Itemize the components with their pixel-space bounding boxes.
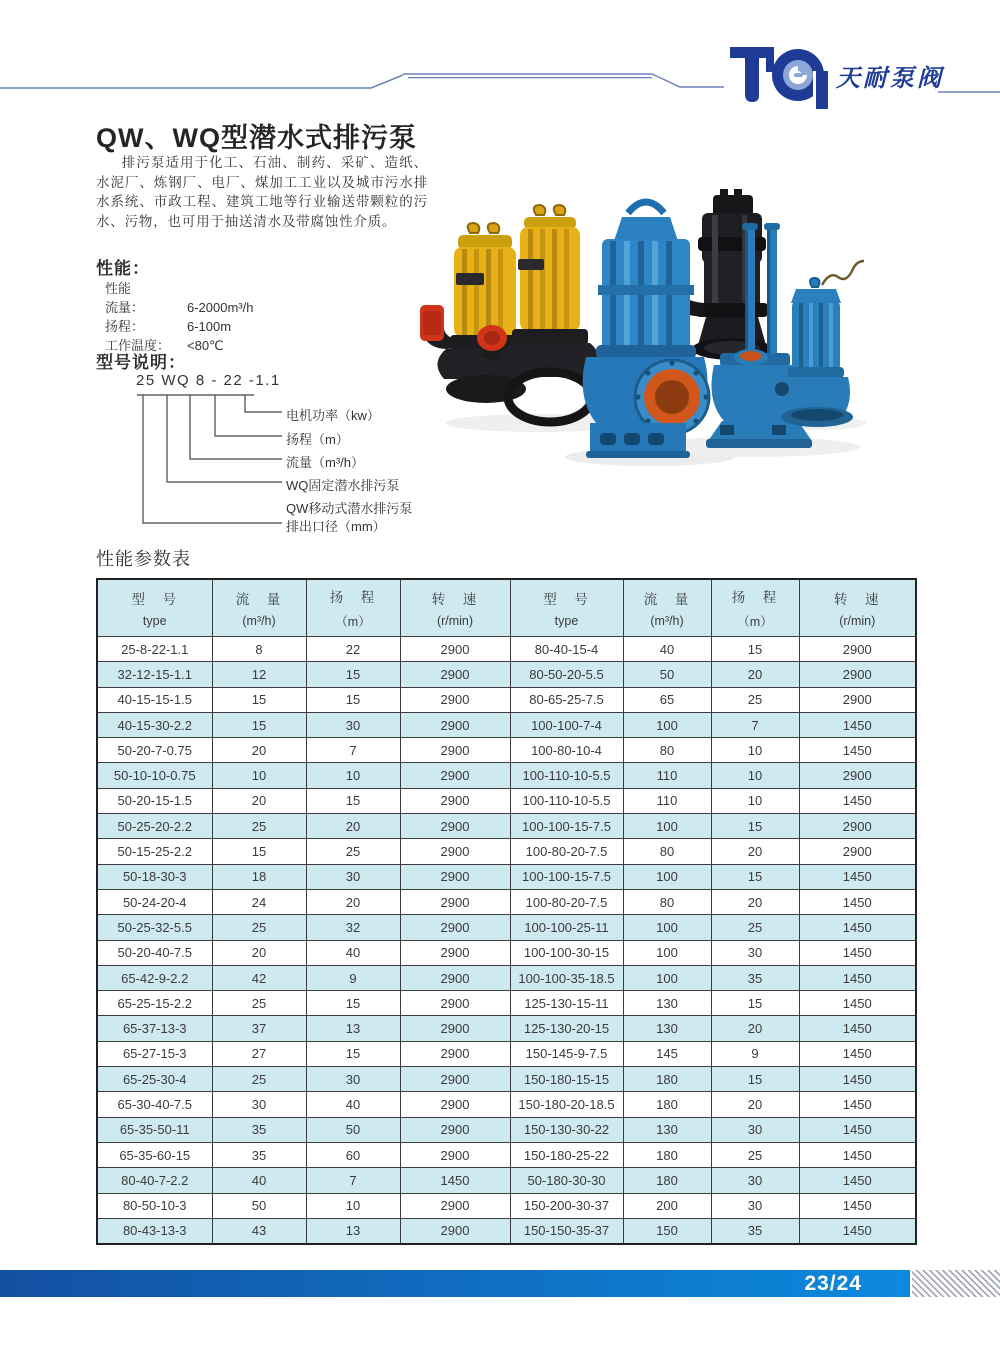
table-cell: 130 xyxy=(623,1016,711,1041)
table-cell: 2900 xyxy=(400,1117,510,1142)
table-cell: 65-25-30-4 xyxy=(97,1067,212,1092)
table-cell: 15 xyxy=(306,788,400,813)
table-cell: 50-20-7-0.75 xyxy=(97,738,212,763)
table-cell: 7 xyxy=(711,712,799,737)
spec-value xyxy=(187,280,405,298)
model-label-qw-type: QW移动式潜水排污泵 xyxy=(286,501,413,516)
table-cell: 10 xyxy=(306,763,400,788)
spec-label: 性能 xyxy=(105,281,132,296)
table-cell: 100-100-15-7.5 xyxy=(510,814,623,839)
table-cell: 65-25-15-2.2 xyxy=(97,991,212,1016)
table-cell: 15 xyxy=(306,687,400,712)
table-row xyxy=(97,662,916,687)
table-cell: 35 xyxy=(212,1117,306,1142)
table-row xyxy=(97,1193,916,1218)
table-cell: 22 xyxy=(306,637,400,662)
table-cell: 1450 xyxy=(799,1142,916,1167)
table-cell: 100-100-35-18.5 xyxy=(510,965,623,990)
table-cell: 130 xyxy=(623,991,711,1016)
table-cell: 2900 xyxy=(400,814,510,839)
table-cell: 25 xyxy=(212,814,306,839)
table-cell: 20 xyxy=(711,1092,799,1117)
table-cell: 2900 xyxy=(400,940,510,965)
table-cell: 50-25-20-2.2 xyxy=(97,814,212,839)
table-cell: 30 xyxy=(711,940,799,965)
table-cell: 150-145-9-7.5 xyxy=(510,1041,623,1066)
table-cell: 40 xyxy=(306,940,400,965)
table-cell: 1450 xyxy=(799,915,916,940)
table-cell: 32-12-15-1.1 xyxy=(97,662,212,687)
table-cell: 2900 xyxy=(799,763,916,788)
table-cell: 150-130-30-22 xyxy=(510,1117,623,1142)
table-cell: 7 xyxy=(306,738,400,763)
table-cell: 42 xyxy=(212,965,306,990)
table-cell: 13 xyxy=(306,1218,400,1244)
table-cell: 2900 xyxy=(400,1193,510,1218)
footer-hatch-pattern xyxy=(912,1270,1000,1297)
table-cell: 40-15-15-1.5 xyxy=(97,687,212,712)
table-cell: 20 xyxy=(711,889,799,914)
table-cell: 12 xyxy=(212,662,306,687)
table-cell: 10 xyxy=(711,738,799,763)
table-cell: 30 xyxy=(711,1168,799,1193)
table-row xyxy=(97,940,916,965)
table-row xyxy=(97,712,916,737)
table-cell: 200 xyxy=(623,1193,711,1218)
table-cell: 35 xyxy=(711,1218,799,1244)
table-cell: 150-180-15-15 xyxy=(510,1067,623,1092)
spec-value: <80℃ xyxy=(187,338,224,353)
header-speed-left: 转 速 (r/min) xyxy=(400,579,510,637)
table-cell: 125-130-20-15 xyxy=(510,1016,623,1041)
table-row xyxy=(97,1117,916,1142)
table-cell: 1450 xyxy=(400,1168,510,1193)
table-cell: 80 xyxy=(623,889,711,914)
table-cell: 40-15-30-2.2 xyxy=(97,712,212,737)
table-cell: 180 xyxy=(623,1067,711,1092)
table-cell: 25 xyxy=(711,687,799,712)
table-cell: 50-15-25-2.2 xyxy=(97,839,212,864)
table-cell: 15 xyxy=(212,712,306,737)
table-cell: 20 xyxy=(212,788,306,813)
spec-label: 扬程： xyxy=(105,319,145,334)
table-cell: 125-130-15-11 xyxy=(510,991,623,1016)
table-cell: 100-110-10-5.5 xyxy=(510,788,623,813)
spec-value: 6-100m xyxy=(187,319,232,334)
table-row xyxy=(97,1142,916,1167)
table-cell: 35 xyxy=(212,1142,306,1167)
table-row xyxy=(97,965,916,990)
table-cell: 1450 xyxy=(799,1067,916,1092)
table-cell: 1450 xyxy=(799,1168,916,1193)
table-cell: 1450 xyxy=(799,965,916,990)
table-cell: 2900 xyxy=(400,1218,510,1244)
table-cell: 180 xyxy=(623,1142,711,1167)
blue-pump-center xyxy=(583,202,709,458)
table-row xyxy=(97,1218,916,1244)
table-cell: 180 xyxy=(623,1168,711,1193)
table-row xyxy=(97,1016,916,1041)
table-cell: 15 xyxy=(306,991,400,1016)
table-cell: 50-180-30-30 xyxy=(510,1168,623,1193)
table-cell: 1450 xyxy=(799,738,916,763)
table-cell: 150-200-30-37 xyxy=(510,1193,623,1218)
table-cell: 25 xyxy=(212,991,306,1016)
header-speed-right: 转 速 (r/min) xyxy=(799,579,916,637)
header-head-left: 扬 程 （m） xyxy=(306,579,400,637)
model-explanation-heading: 型号说明： xyxy=(96,353,186,372)
table-cell: 20 xyxy=(212,940,306,965)
table-cell: 180 xyxy=(623,1092,711,1117)
table-cell: 130 xyxy=(623,1117,711,1142)
table-cell: 1450 xyxy=(799,1117,916,1142)
table-cell: 15 xyxy=(212,687,306,712)
table-row xyxy=(97,1168,916,1193)
table-cell: 80 xyxy=(623,839,711,864)
table-cell: 50 xyxy=(306,1117,400,1142)
intro-paragraph: 排污泵适用于化工、石油、制药、采矿、造纸、水泥厂、炼钢厂、电厂、煤加工工业以及城市污水排水系统、市政工程、建筑工地等行业输送带颗粒的污水、污物，也可用于抽送清水及带腐蚀性介质。 xyxy=(96,155,428,229)
table-cell: 100-100-15-7.5 xyxy=(510,864,623,889)
table-cell: 100-110-10-5.5 xyxy=(510,763,623,788)
table-cell: 2900 xyxy=(400,763,510,788)
table-cell: 2900 xyxy=(799,687,916,712)
table-cell: 10 xyxy=(711,763,799,788)
table-cell: 1450 xyxy=(799,1041,916,1066)
brand-logo xyxy=(728,40,978,110)
table-cell: 20 xyxy=(711,839,799,864)
table-cell: 65-35-60-15 xyxy=(97,1142,212,1167)
header-head-right: 扬 程 （m） xyxy=(711,579,799,637)
table-cell: 50-20-15-1.5 xyxy=(97,788,212,813)
table-cell: 2900 xyxy=(400,712,510,737)
table-cell: 100-80-20-7.5 xyxy=(510,889,623,914)
table-cell: 15 xyxy=(711,1067,799,1092)
table-cell: 50-10-10-0.75 xyxy=(97,763,212,788)
params-table-heading: 性能参数表 xyxy=(96,549,191,569)
table-cell: 145 xyxy=(623,1041,711,1066)
table-cell: 30 xyxy=(306,864,400,889)
table-cell: 2900 xyxy=(400,889,510,914)
model-label-wq-type: WQ固定潜水排污泵 xyxy=(286,478,400,493)
table-cell: 9 xyxy=(711,1041,799,1066)
table-cell: 15 xyxy=(711,991,799,1016)
table-cell: 40 xyxy=(212,1168,306,1193)
table-cell: 100 xyxy=(623,712,711,737)
table-cell: 20 xyxy=(306,814,400,839)
table-cell: 100 xyxy=(623,864,711,889)
table-cell: 20 xyxy=(711,662,799,687)
table-cell: 32 xyxy=(306,915,400,940)
product-photo xyxy=(420,185,1000,485)
table-cell: 10 xyxy=(212,763,306,788)
table-cell: 80-50-10-3 xyxy=(97,1193,212,1218)
table-cell: 2900 xyxy=(400,991,510,1016)
model-label-outlet: 排出口径（mm） xyxy=(286,519,386,534)
table-cell: 50-18-30-3 xyxy=(97,864,212,889)
table-cell: 1450 xyxy=(799,991,916,1016)
table-cell: 100-100-25-11 xyxy=(510,915,623,940)
table-row xyxy=(97,687,916,712)
spec-label: 流量： xyxy=(105,300,145,315)
table-cell: 2900 xyxy=(400,1142,510,1167)
table-cell: 100 xyxy=(623,814,711,839)
table-row xyxy=(97,1092,916,1117)
table-cell: 80-40-7-2.2 xyxy=(97,1168,212,1193)
table-cell: 50 xyxy=(623,662,711,687)
brand-logo-icon xyxy=(728,41,830,109)
table-header-row xyxy=(97,579,916,637)
spec-row xyxy=(105,280,405,298)
params-table-body xyxy=(97,637,916,1245)
table-cell: 150 xyxy=(623,1218,711,1244)
table-cell: 40 xyxy=(623,637,711,662)
table-cell: 1450 xyxy=(799,712,916,737)
table-cell: 2900 xyxy=(400,864,510,889)
table-cell: 80-43-13-3 xyxy=(97,1218,212,1244)
table-cell: 100-100-30-15 xyxy=(510,940,623,965)
table-cell: 1450 xyxy=(799,1016,916,1041)
table-cell: 100-80-10-4 xyxy=(510,738,623,763)
table-row xyxy=(97,915,916,940)
table-cell: 18 xyxy=(212,864,306,889)
spec-value: 6-2000m³/h xyxy=(187,300,254,315)
page-title: QW、WQ型潜水式排污泵 xyxy=(96,123,417,153)
model-label-power: 电机功率（kw） xyxy=(286,408,380,423)
table-row xyxy=(97,991,916,1016)
table-cell: 15 xyxy=(711,864,799,889)
table-cell: 30 xyxy=(306,712,400,737)
table-cell: 2900 xyxy=(400,662,510,687)
table-cell: 2900 xyxy=(400,788,510,813)
table-row xyxy=(97,1041,916,1066)
performance-specs xyxy=(105,280,405,356)
table-cell: 1450 xyxy=(799,1193,916,1218)
table-cell: 80-40-15-4 xyxy=(510,637,623,662)
table-cell: 15 xyxy=(711,637,799,662)
table-cell: 27 xyxy=(212,1041,306,1066)
table-cell: 65-42-9-2.2 xyxy=(97,965,212,990)
table-cell: 2900 xyxy=(799,637,916,662)
performance-heading: 性能： xyxy=(96,259,150,278)
table-cell: 1450 xyxy=(799,1092,916,1117)
table-cell: 110 xyxy=(623,788,711,813)
small-blue-pump xyxy=(775,261,864,427)
table-cell: 15 xyxy=(306,662,400,687)
table-row xyxy=(97,864,916,889)
table-cell: 150-180-20-18.5 xyxy=(510,1092,623,1117)
table-cell: 8 xyxy=(212,637,306,662)
table-cell: 50-20-40-7.5 xyxy=(97,940,212,965)
table-cell: 100 xyxy=(623,915,711,940)
table-cell: 25 xyxy=(212,915,306,940)
table-cell: 50-24-20-4 xyxy=(97,889,212,914)
table-cell: 2900 xyxy=(400,637,510,662)
table-cell: 15 xyxy=(212,839,306,864)
table-cell: 13 xyxy=(306,1016,400,1041)
table-cell: 25 xyxy=(711,915,799,940)
header-model-right: 型 号 type xyxy=(510,579,623,637)
table-row xyxy=(97,637,916,662)
table-cell: 100-100-7-4 xyxy=(510,712,623,737)
table-cell: 10 xyxy=(306,1193,400,1218)
table-cell: 20 xyxy=(212,738,306,763)
table-cell: 15 xyxy=(306,1041,400,1066)
table-cell: 2900 xyxy=(400,1092,510,1117)
table-cell: 150-150-35-37 xyxy=(510,1218,623,1244)
spec-label: 工作温度： xyxy=(105,338,171,353)
table-cell: 30 xyxy=(212,1092,306,1117)
table-cell: 100 xyxy=(623,965,711,990)
header-flow-right: 流 量 (m³/h) xyxy=(623,579,711,637)
model-code: 25 WQ 8 - 22 -1.1 xyxy=(136,372,281,389)
header-model-left: 型 号 type xyxy=(97,579,212,637)
table-row xyxy=(97,738,916,763)
table-row xyxy=(97,788,916,813)
table-cell: 2900 xyxy=(799,814,916,839)
table-cell: 20 xyxy=(711,1016,799,1041)
table-cell: 65-37-13-3 xyxy=(97,1016,212,1041)
table-cell: 24 xyxy=(212,889,306,914)
brand-name: 天耐泵阀 xyxy=(836,64,944,92)
table-cell: 65-30-40-7.5 xyxy=(97,1092,212,1117)
table-cell: 100-80-20-7.5 xyxy=(510,839,623,864)
table-cell: 2900 xyxy=(400,738,510,763)
table-cell: 2900 xyxy=(400,1067,510,1092)
table-row xyxy=(97,1067,916,1092)
table-cell: 9 xyxy=(306,965,400,990)
table-cell: 20 xyxy=(306,889,400,914)
table-row xyxy=(97,889,916,914)
table-cell: 2900 xyxy=(799,839,916,864)
table-cell: 65-35-50-11 xyxy=(97,1117,212,1142)
table-cell: 25 xyxy=(212,1067,306,1092)
table-cell: 110 xyxy=(623,763,711,788)
table-cell: 1450 xyxy=(799,1218,916,1244)
table-cell: 2900 xyxy=(400,1016,510,1041)
spec-row xyxy=(105,318,405,336)
table-cell: 2900 xyxy=(400,687,510,712)
model-code-diagram xyxy=(96,372,456,542)
table-cell: 2900 xyxy=(799,662,916,687)
table-row xyxy=(97,814,916,839)
table-cell: 37 xyxy=(212,1016,306,1041)
table-cell: 1450 xyxy=(799,889,916,914)
table-cell: 43 xyxy=(212,1218,306,1244)
table-cell: 150-180-25-22 xyxy=(510,1142,623,1167)
table-cell: 2900 xyxy=(400,839,510,864)
table-cell: 25 xyxy=(711,1142,799,1167)
table-cell: 80-65-25-7.5 xyxy=(510,687,623,712)
table-cell: 25 xyxy=(306,839,400,864)
table-cell: 50-25-32-5.5 xyxy=(97,915,212,940)
table-cell: 15 xyxy=(711,814,799,839)
model-label-flow: 流量（m³/h） xyxy=(286,455,365,470)
table-cell: 80 xyxy=(623,738,711,763)
table-cell: 65-27-15-3 xyxy=(97,1041,212,1066)
table-cell: 25-8-22-1.1 xyxy=(97,637,212,662)
spec-row xyxy=(105,299,405,317)
table-cell: 7 xyxy=(306,1168,400,1193)
page-number: 23/24 xyxy=(804,1271,862,1295)
table-cell: 2900 xyxy=(400,915,510,940)
table-cell: 2900 xyxy=(400,965,510,990)
table-cell: 80-50-20-5.5 xyxy=(510,662,623,687)
table-cell: 50 xyxy=(212,1193,306,1218)
table-cell: 60 xyxy=(306,1142,400,1167)
table-cell: 30 xyxy=(711,1193,799,1218)
table-cell: 40 xyxy=(306,1092,400,1117)
table-cell: 100 xyxy=(623,940,711,965)
performance-parameters-table xyxy=(96,578,917,1245)
footer-bar xyxy=(0,1270,910,1297)
table-row xyxy=(97,839,916,864)
table-cell: 30 xyxy=(711,1117,799,1142)
table-cell: 30 xyxy=(306,1067,400,1092)
table-cell: 10 xyxy=(711,788,799,813)
table-cell: 35 xyxy=(711,965,799,990)
table-cell: 1450 xyxy=(799,788,916,813)
table-cell: 65 xyxy=(623,687,711,712)
model-label-head: 扬程（m） xyxy=(286,432,349,447)
table-cell: 2900 xyxy=(400,1041,510,1066)
header-flow-left: 流 量 (m³/h) xyxy=(212,579,306,637)
table-cell: 1450 xyxy=(799,940,916,965)
table-row xyxy=(97,763,916,788)
table-cell: 1450 xyxy=(799,864,916,889)
